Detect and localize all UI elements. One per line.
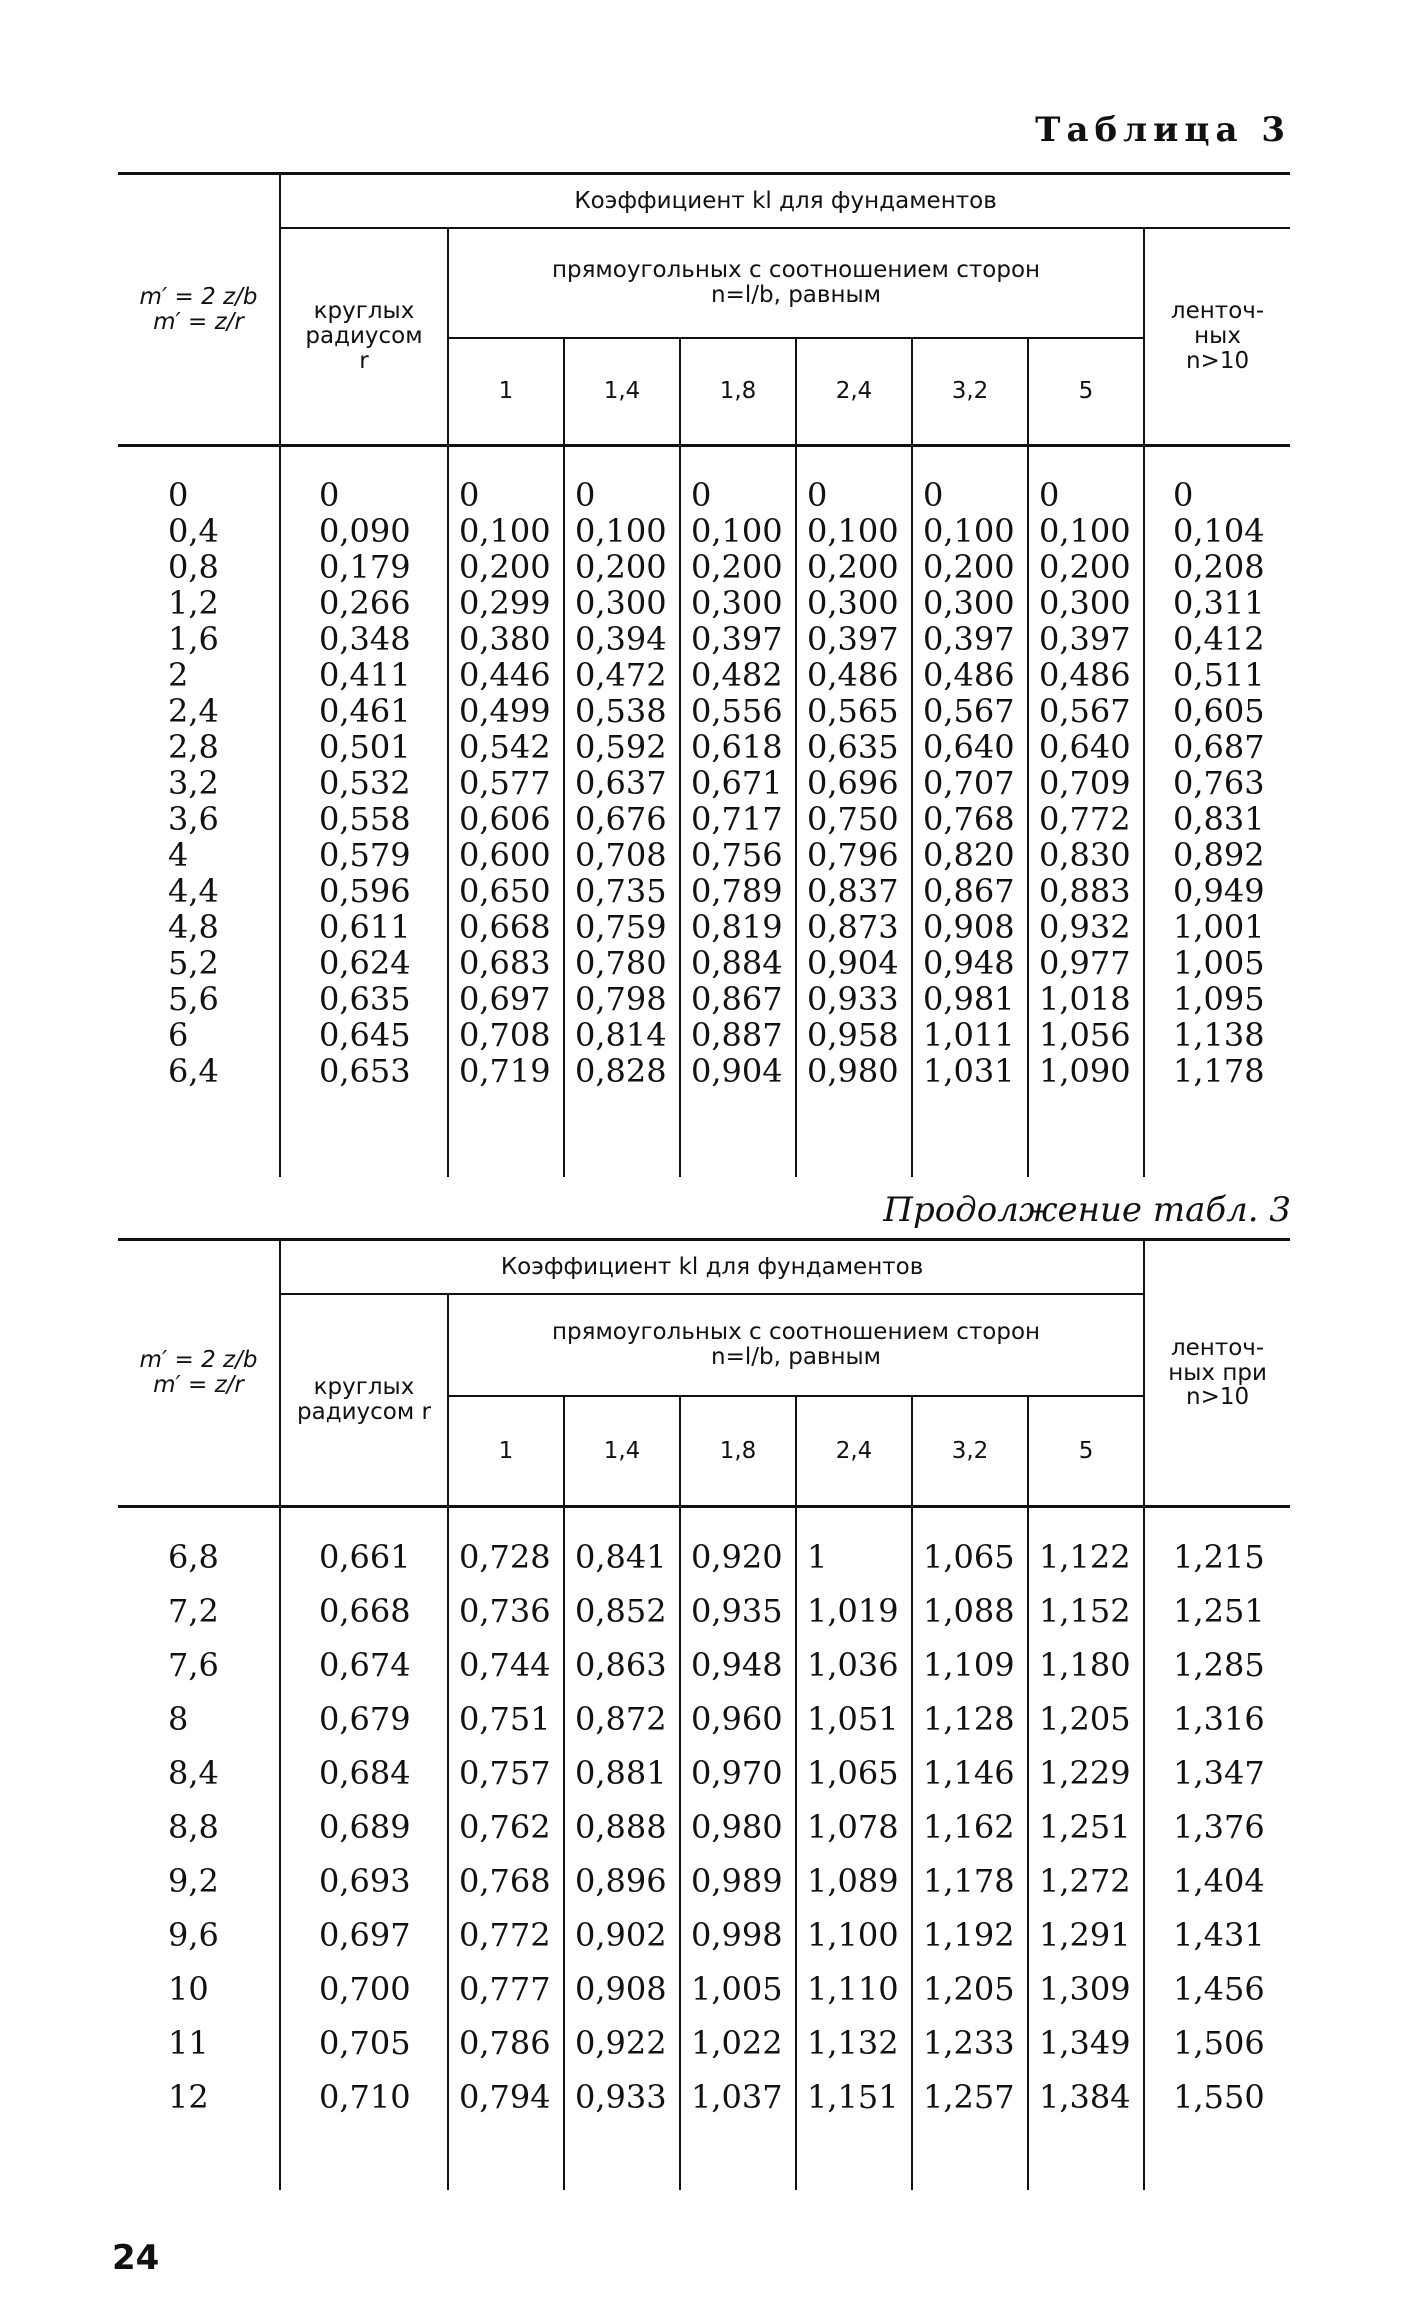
- page-number: 24: [112, 2238, 160, 2278]
- ratio-header: 1,8: [680, 1396, 796, 1507]
- coefficient-header: Коэффициент kl для фундаментов: [280, 174, 1290, 229]
- rect-values-column: 0 0,100 0,200 0,300 0,397 0,486 0,567 0,640 0,707 0,768 0,820 0,867 0,908 0,948 0,981 1,011 1,031: [912, 446, 1028, 1178]
- strip-header: ленточ- ных при n>10: [1144, 1240, 1290, 1507]
- rect-values-column: 0 0,100 0,200 0,300 0,397 0,486 0,567 0,640 0,709 0,772 0,830 0,883 0,932 0,977 1,018 1,056 1,090: [1028, 446, 1144, 1178]
- ratio-header: 1,4: [564, 1396, 680, 1507]
- m-values-column: 0 0,4 0,8 1,2 1,6 2 2,4 2,8 3,2 3,6 4 4,4 4,8 5,2 5,6 6 6,4: [168, 476, 219, 1090]
- rect-header: прямоугольных с соотношением сторон n=l/b, равным: [448, 1294, 1144, 1396]
- rect-values-column: 0 0,100 0,200 0,299 0,380 0,446 0,499 0,542 0,577 0,606 0,600 0,650 0,668 0,683 0,697 0,708 0,719: [448, 446, 564, 1178]
- rect-values-column: 0,728 0,736 0,744 0,751 0,757 0,762 0,768 0,772 0,777 0,786 0,794: [448, 1507, 564, 2191]
- rect-header: прямоугольных с соотношением сторон n=l/b, равным: [448, 228, 1144, 338]
- table-caption: Таблица 3: [1035, 110, 1291, 150]
- ratio-header: 3,2: [912, 338, 1028, 446]
- round-values-column: 0 0,090 0,179 0,266 0,348 0,411 0,461 0,501 0,532 0,558 0,579 0,596 0,611 0,624 0,635 0,645 0,653: [280, 446, 448, 1178]
- m-column-header: m′ = 2 z/b m′ = z/r: [139, 1347, 258, 1398]
- rect-values-column: 1 1,019 1,036 1,051 1,065 1,078 1,089 1,100 1,110 1,132 1,151: [796, 1507, 912, 2191]
- m-column-header: m′ = 2 z/b m′ = z/r: [139, 283, 258, 335]
- strip-header: ленточ- ных n>10: [1144, 228, 1290, 446]
- ratio-header: 2,4: [796, 1396, 912, 1507]
- strip-values-column: 0 0,104 0,208 0,311 0,412 0,511 0,605 0,687 0,763 0,831 0,892 0,949 1,001 1,005 1,095 1,138 1,178: [1144, 446, 1290, 1178]
- ratio-header: 3,2: [912, 1396, 1028, 1507]
- ratio-header: 1: [448, 1396, 564, 1507]
- rect-values-column: 0 0,100 0,200 0,300 0,397 0,482 0,556 0,618 0,671 0,717 0,756 0,789 0,819 0,884 0,867 0,887 0,904: [680, 446, 796, 1178]
- ratio-header: 1,4: [564, 338, 680, 446]
- rect-values-column: 0 0,100 0,200 0,300 0,394 0,472 0,538 0,592 0,637 0,676 0,708 0,735 0,759 0,780 0,798 0,814 0,828: [564, 446, 680, 1178]
- ratio-header: 5: [1028, 338, 1144, 446]
- rect-values-column: 0 0,100 0,200 0,300 0,397 0,486 0,565 0,635 0,696 0,750 0,796 0,837 0,873 0,904 0,933 0,958 0,980: [796, 446, 912, 1178]
- m-values-column: 6,8 7,2 7,6 8 8,4 8,8 9,2 9,6 10 11 12: [168, 1538, 219, 2116]
- continuation-caption: Продолжение табл. 3: [883, 1190, 1291, 1230]
- rect-values-column: 1,065 1,088 1,109 1,128 1,146 1,162 1,178 1,192 1,205 1,233 1,257: [912, 1507, 1028, 2191]
- rect-values-column: 0,920 0,935 0,948 0,960 0,970 0,980 0,989 0,998 1,005 1,022 1,037: [680, 1507, 796, 2191]
- rect-values-column: 1,122 1,152 1,180 1,205 1,229 1,251 1,272 1,291 1,309 1,349 1,384: [1028, 1507, 1144, 2191]
- strip-values-column: 1,215 1,251 1,285 1,316 1,347 1,376 1,404 1,431 1,456 1,506 1,550: [1144, 1507, 1290, 2191]
- coefficient-header: Коэффициент kl для фундаментов: [280, 1240, 1144, 1295]
- round-header: круглых радиусом r: [280, 228, 448, 446]
- ratio-header: 2,4: [796, 338, 912, 446]
- coefficient-table: [118, 172, 1290, 1177]
- ratio-header: 1,8: [680, 338, 796, 446]
- ratio-header: 5: [1028, 1396, 1144, 1507]
- rect-values-column: 0,841 0,852 0,863 0,872 0,881 0,888 0,896 0,902 0,908 0,922 0,933: [564, 1507, 680, 2191]
- round-header: круглых радиусом r: [280, 1294, 448, 1507]
- ratio-header: 1: [448, 338, 564, 446]
- round-values-column: 0,661 0,668 0,674 0,679 0,684 0,689 0,693 0,697 0,700 0,705 0,710: [280, 1507, 448, 2191]
- coefficient-table-continued: [118, 1238, 1290, 2190]
